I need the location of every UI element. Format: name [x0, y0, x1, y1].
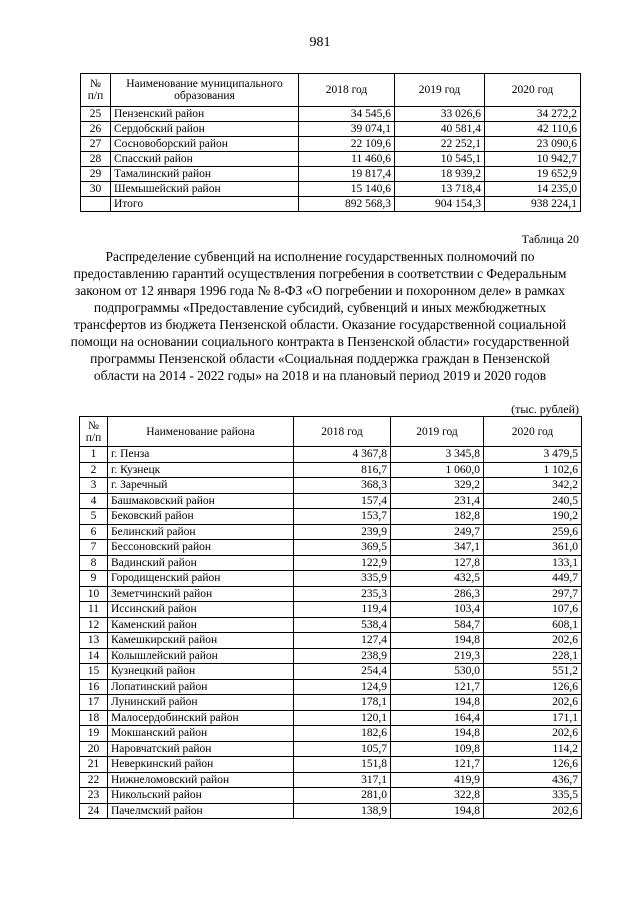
value-2019: 3 345,8 — [391, 447, 484, 463]
header-cell: 2019 год — [395, 74, 485, 107]
row-number: 12 — [80, 617, 108, 633]
value-2018: 138,9 — [294, 803, 391, 819]
table-row — [80, 462, 582, 478]
header-cell: 2018 год — [294, 417, 391, 447]
value-2019: 530,0 — [391, 664, 484, 680]
header-cell: 2019 год — [391, 417, 484, 447]
district-name: Городищенский район — [108, 571, 294, 587]
table-row — [80, 555, 582, 571]
row-number: 15 — [80, 664, 108, 680]
value-2020: 126,6 — [484, 679, 582, 695]
value-2019: 194,8 — [391, 726, 484, 742]
value-2020: 126,6 — [484, 757, 582, 773]
value-2020: 34 272,2 — [485, 107, 581, 122]
district-name: Лунинский район — [108, 695, 294, 711]
row-number: 22 — [80, 772, 108, 788]
value-2020: 202,6 — [484, 803, 582, 819]
district-name: Малосердобинский район — [108, 710, 294, 726]
table-row — [81, 137, 581, 152]
value-2020: 3 479,5 — [484, 447, 582, 463]
value-2020: 202,6 — [484, 726, 582, 742]
value-2020: 608,1 — [484, 617, 582, 633]
value-2018: 39 074,1 — [299, 122, 395, 137]
value-2018: 105,7 — [294, 741, 391, 757]
table-row — [80, 478, 582, 494]
table-row — [80, 540, 582, 556]
row-number: 5 — [80, 509, 108, 525]
district-name: Бековский район — [108, 509, 294, 525]
value-2018: 538,4 — [294, 617, 391, 633]
table-row — [80, 772, 582, 788]
row-number: 23 — [80, 788, 108, 804]
value-2018: 182,6 — [294, 726, 391, 742]
value-2019: 584,7 — [391, 617, 484, 633]
row-number: 29 — [81, 167, 111, 182]
table-row — [80, 571, 582, 587]
top-table-header — [81, 74, 581, 107]
value-2019: 347,1 — [391, 540, 484, 556]
table-row — [80, 679, 582, 695]
value-2018: 22 109,6 — [299, 137, 395, 152]
district-name: г. Заречный — [108, 478, 294, 494]
row-number: 2 — [80, 462, 108, 478]
table-label: Таблица 20 — [521, 232, 579, 246]
row-number: 10 — [80, 586, 108, 602]
value-2020: 23 090,6 — [485, 137, 581, 152]
row-number: 14 — [80, 648, 108, 664]
value-2020: 107,6 — [484, 602, 582, 618]
value-2019: 109,8 — [391, 741, 484, 757]
table-row — [80, 586, 582, 602]
value-2019: 419,9 — [391, 772, 484, 788]
table-row — [80, 633, 582, 649]
value-2018: 120,1 — [294, 710, 391, 726]
value-2020: 240,5 — [484, 493, 582, 509]
value-2018: 238,9 — [294, 648, 391, 664]
header-cell: № п/п — [81, 74, 111, 107]
value-2019: 164,4 — [391, 710, 484, 726]
value-2020: 10 942,7 — [485, 152, 581, 167]
table-row — [80, 602, 582, 618]
value-2020: 190,2 — [484, 509, 582, 525]
table-row — [80, 803, 582, 819]
value-2018: 369,5 — [294, 540, 391, 556]
table-row — [80, 648, 582, 664]
row-number: 17 — [80, 695, 108, 711]
value-2019: 127,8 — [391, 555, 484, 571]
row-number: 21 — [80, 757, 108, 773]
district-name: Белинский район — [108, 524, 294, 540]
district-name: Пачелмский район — [108, 803, 294, 819]
value-2018: 178,1 — [294, 695, 391, 711]
table-row — [81, 107, 581, 122]
value-2019: 121,7 — [391, 679, 484, 695]
value-2018: 151,8 — [294, 757, 391, 773]
value-2019: 231,4 — [391, 493, 484, 509]
table-row — [81, 122, 581, 137]
value-2018: 153,7 — [294, 509, 391, 525]
row-number: 20 — [80, 741, 108, 757]
district-name: Камешкирский район — [108, 633, 294, 649]
value-2020: 297,7 — [484, 586, 582, 602]
table-row — [80, 726, 582, 742]
table-row — [81, 182, 581, 197]
header-cell: 2018 год — [299, 74, 395, 107]
value-2020: 19 652,9 — [485, 167, 581, 182]
value-2020: 938 224,1 — [485, 197, 581, 212]
table-row — [80, 741, 582, 757]
value-2018: 235,3 — [294, 586, 391, 602]
row-number: 13 — [80, 633, 108, 649]
value-2018: 239,9 — [294, 524, 391, 540]
district-name: Итого — [111, 197, 299, 212]
row-number: 24 — [80, 803, 108, 819]
bottom-table — [79, 416, 582, 819]
district-name: Сердобский район — [111, 122, 299, 137]
row-number: 1 — [80, 447, 108, 463]
table-row — [80, 524, 582, 540]
value-2020: 202,6 — [484, 633, 582, 649]
table-title: Распределение субвенций на исполнение государственных полномочий по предоставлению гарантий осуществления погребения в соответствии с Федеральным законом от 12 января 1996 года № 8-ФЗ «О погребении и похоронном деле» в рамках подпрограммы «Предоставление субсидий, субвенций и иных межбюджетных трансфертов из бюджета Пензенской области. Оказание государственной социальной помощи на основании социального контракта в Пензенской области» государственной программы Пензенской области «Социальная поддержка граждан в Пензенской области на 2014 - 2022 годы» на 2018 и на плановый период 2019 и 2020 годов — [70, 249, 570, 383]
district-name: г. Пенза — [108, 447, 294, 463]
district-name: Иссинский район — [108, 602, 294, 618]
units-label: (тыс. рублей) — [511, 402, 579, 416]
district-name: Колышлейский район — [108, 648, 294, 664]
value-2018: 127,4 — [294, 633, 391, 649]
row-number: 18 — [80, 710, 108, 726]
value-2018: 816,7 — [294, 462, 391, 478]
table-row — [80, 757, 582, 773]
row-number: 7 — [80, 540, 108, 556]
value-2019: 432,5 — [391, 571, 484, 587]
value-2020: 42 110,6 — [485, 122, 581, 137]
value-2018: 317,1 — [294, 772, 391, 788]
value-2019: 22 252,1 — [395, 137, 485, 152]
row-number: 27 — [81, 137, 111, 152]
value-2019: 13 718,4 — [395, 182, 485, 197]
district-name: Бессоновский район — [108, 540, 294, 556]
value-2020: 449,7 — [484, 571, 582, 587]
value-2018: 122,9 — [294, 555, 391, 571]
table-row — [81, 197, 581, 212]
row-number: 16 — [80, 679, 108, 695]
top-table — [80, 73, 581, 212]
value-2020: 133,1 — [484, 555, 582, 571]
table-row — [80, 710, 582, 726]
value-2019: 40 581,4 — [395, 122, 485, 137]
row-number: 28 — [81, 152, 111, 167]
table-row — [80, 788, 582, 804]
value-2019: 103,4 — [391, 602, 484, 618]
district-name: Каменский район — [108, 617, 294, 633]
table-row — [81, 167, 581, 182]
district-name: Неверкинский район — [108, 757, 294, 773]
district-name: Кузнецкий район — [108, 664, 294, 680]
district-name: Пензенский район — [111, 107, 299, 122]
row-number: 4 — [80, 493, 108, 509]
district-name: Лопатинский район — [108, 679, 294, 695]
value-2019: 194,8 — [391, 803, 484, 819]
header-cell: Наименование муниципального образования — [111, 74, 299, 107]
value-2019: 329,2 — [391, 478, 484, 494]
value-2020: 228,1 — [484, 648, 582, 664]
value-2019: 194,8 — [391, 633, 484, 649]
value-2019: 33 026,6 — [395, 107, 485, 122]
value-2018: 11 460,6 — [299, 152, 395, 167]
value-2019: 18 939,2 — [395, 167, 485, 182]
value-2019: 322,8 — [391, 788, 484, 804]
value-2018: 335,9 — [294, 571, 391, 587]
district-name: Мокшанский район — [108, 726, 294, 742]
value-2020: 436,7 — [484, 772, 582, 788]
table-row — [80, 447, 582, 463]
value-2018: 34 545,6 — [299, 107, 395, 122]
value-2020: 171,1 — [484, 710, 582, 726]
value-2019: 249,7 — [391, 524, 484, 540]
table-row — [80, 695, 582, 711]
value-2018: 368,3 — [294, 478, 391, 494]
value-2020: 114,2 — [484, 741, 582, 757]
row-number: 25 — [81, 107, 111, 122]
value-2019: 286,3 — [391, 586, 484, 602]
row-number: 19 — [80, 726, 108, 742]
district-name: Сосновоборский район — [111, 137, 299, 152]
district-name: Земетчинский район — [108, 586, 294, 602]
district-name: Нижнеломовский район — [108, 772, 294, 788]
row-number: 6 — [80, 524, 108, 540]
value-2019: 194,8 — [391, 695, 484, 711]
value-2018: 15 140,6 — [299, 182, 395, 197]
value-2018: 124,9 — [294, 679, 391, 695]
table-row — [80, 664, 582, 680]
header-cell: Наименование района — [108, 417, 294, 447]
value-2019: 219,3 — [391, 648, 484, 664]
value-2019: 1 060,0 — [391, 462, 484, 478]
value-2018: 281,0 — [294, 788, 391, 804]
bottom-table-header — [80, 417, 582, 447]
page-number: 981 — [309, 35, 331, 50]
row-number: 9 — [80, 571, 108, 587]
row-number: 3 — [80, 478, 108, 494]
row-number: 30 — [81, 182, 111, 197]
value-2020: 202,6 — [484, 695, 582, 711]
district-name: Никольский район — [108, 788, 294, 804]
header-cell: 2020 год — [485, 74, 581, 107]
header-cell: № п/п — [80, 417, 108, 447]
row-number: 11 — [80, 602, 108, 618]
value-2020: 361,0 — [484, 540, 582, 556]
district-name: Спасский район — [111, 152, 299, 167]
district-name: Наровчатский район — [108, 741, 294, 757]
value-2019: 904 154,3 — [395, 197, 485, 212]
value-2020: 551,2 — [484, 664, 582, 680]
value-2020: 1 102,6 — [484, 462, 582, 478]
value-2018: 119,4 — [294, 602, 391, 618]
value-2019: 10 545,1 — [395, 152, 485, 167]
row-number: 8 — [80, 555, 108, 571]
district-name: Вадинский район — [108, 555, 294, 571]
district-name: г. Кузнецк — [108, 462, 294, 478]
value-2018: 254,4 — [294, 664, 391, 680]
table-row — [80, 617, 582, 633]
table-row — [80, 493, 582, 509]
header-cell: 2020 год — [484, 417, 582, 447]
value-2018: 892 568,3 — [299, 197, 395, 212]
value-2019: 182,8 — [391, 509, 484, 525]
district-name: Шемышейский район — [111, 182, 299, 197]
value-2019: 121,7 — [391, 757, 484, 773]
row-number: 26 — [81, 122, 111, 137]
district-name: Башмаковский район — [108, 493, 294, 509]
value-2020: 14 235,0 — [485, 182, 581, 197]
district-name: Тамалинский район — [111, 167, 299, 182]
value-2020: 259,6 — [484, 524, 582, 540]
table-row — [80, 509, 582, 525]
value-2018: 4 367,8 — [294, 447, 391, 463]
value-2020: 342,2 — [484, 478, 582, 494]
row-number — [81, 197, 111, 212]
value-2018: 157,4 — [294, 493, 391, 509]
value-2020: 335,5 — [484, 788, 582, 804]
table-row — [81, 152, 581, 167]
value-2018: 19 817,4 — [299, 167, 395, 182]
